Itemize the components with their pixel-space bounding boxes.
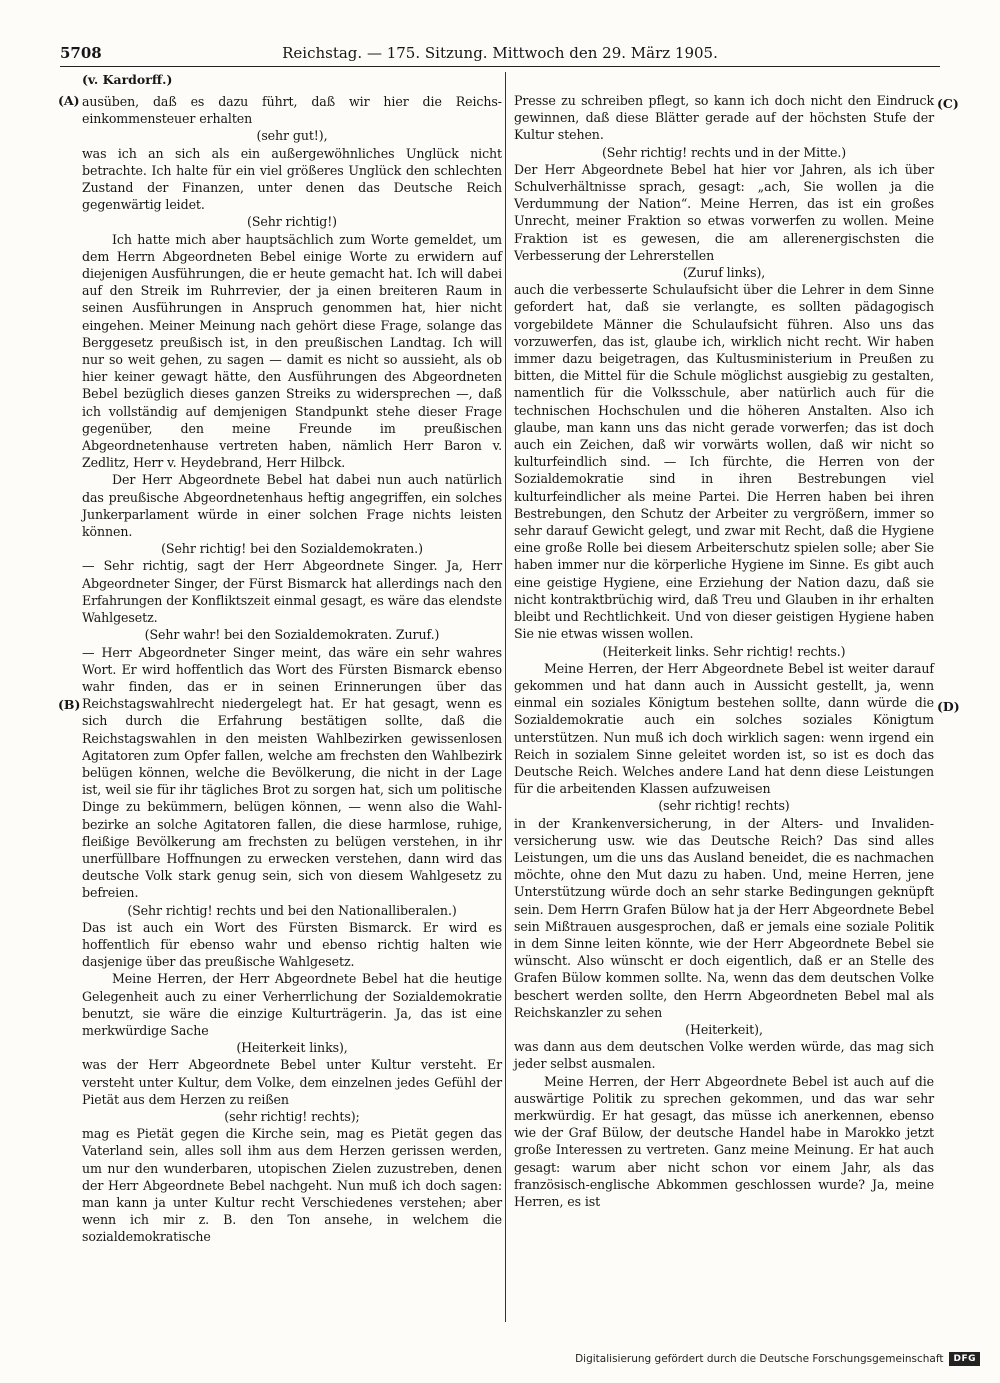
interjection: (Zuruf links),	[682, 265, 766, 281]
interjection: (Sehr richtig! bei den Sozialdemokraten.)	[161, 541, 423, 557]
margin-mark-c: (C)	[937, 96, 959, 111]
paragraph: Der Herr Abgeordnete Bebel hat dabei nun auch natürlich das preußische Abgeordnetenhaus heftig angegriffen, ein solches Junkerparlament würde in einer solchen Frage nichts leisten können.	[82, 472, 502, 540]
interjection: (sehr richtig! rechts)	[658, 798, 790, 814]
paragraph: Presse zu schreiben pflegt, so kann ich doch nicht den Eindruck gewinnen, daß diese Blätter gerade auf der höchsten Stufe der Kultur stehen.	[514, 93, 934, 143]
interjection: (Heiterkeit links. Sehr richtig! rechts.)	[602, 643, 846, 659]
paragraph: — Herr Abgeordneter Singer meint, das wäre ein sehr wahres Wort. Er wird hoffentlich das Wort des Fürsten Bismarck ebenso wahr finden, das er in seinen Erinnerungen über das Reichstagswahlrecht niedergelegt hat. Er hat gesagt, wenn es sich durch die Erfahrung bestätigen sollte, daß die Reichstagswahlen in den meisten Wahlbezirken gewissenlosen Agitatoren zum Opfer fallen, welche am frechsten den Wahlbezirk belügen können, welche die Bevölkerung, die nicht in der Lage ist, weil sie für ihr tägliches Brot zu sorgen hat, sich um politische Dinge zu bekümmern, belügen können, — wenn also die Wahlbezirke an solche Agitatoren fallen, die diese harmlose, ruhige, fleißige Bevölkerung am frechsten zu belügen verstehen, in ihr unerfüllbare Hoffnungen zu erwecken verstehen, dann wird das deutsche Volk stark genug sein, sich von diesem Wahlgesetz zu befreien.	[82, 644, 502, 901]
column-divider	[505, 72, 506, 1322]
margin-mark-b: (B)	[58, 697, 81, 712]
footer-credit: Digitalisierung gefördert durch die Deutsche Forschungsgemeinschaft	[575, 1353, 944, 1365]
paragraph: Der Herr Abgeordnete Bebel hat hier vor Jahren, als ich über Schulverhältnisse sprach, gesagt: „ach, Sie wollen ja die Verdummung der Nation“. Meine Herren, das ist ein großes Unrecht, meiner Fraktion so etwas vorwerfen zu wollen. Meine Fraktion ist es gewesen, die am allerenergischsten die Verbesserung der Lehrerstellen	[514, 161, 934, 263]
page-number: 5708	[60, 44, 102, 62]
paragraph: — Sehr richtig, sagt der Herr Abgeordnete Singer. Ja, Herr Abgeordneter Singer, der Fürst Bismarck hat allerdings nach den Erfahrungen der Konfliktszeit einmal gesagt, es wäre das elendste Wahlgesetz.	[82, 558, 502, 626]
header-title: Reichstag. — 175. Sitzung. Mittwoch den 29. März 1905.	[282, 44, 718, 62]
interjection: (sehr richtig! rechts);	[224, 1108, 360, 1124]
paragraph: mag es Pietät gegen die Kirche sein, mag es Pietät gegen das Vaterland sein, alles soll ihm aus dem Herzen gerissen werden, um nur den wunderbaren, utopischen Zielen zuzustreben, denen der Herr Abgeordnete Bebel nachgeht. Nun muß ich doch sagen: man kann ja unter Kultur recht Verschiedenes verstehen; aber wenn ich mir z. B. den Ton ansehe, in welchem die sozialdemokratische	[82, 1126, 502, 1245]
paragraph: Ich hatte mich aber hauptsächlich zum Worte gemeldet, um dem Herrn Abgeordneten Bebel einige Worte zu erwidern auf diejenigen Ausführungen, die er heute gemacht hat. Ich will dabei auf den Streik im Ruhrrevier, der ja einen breiteren Raum in seinen Ausführungen in Anspruch genommen hat, hier nicht eingehen. Meiner Meinung nach gehört diese Frage, solange das Berggesetz preußisch ist, in den preußischen Landtag. Ich will nur so weit gehen, zu sagen — damit es nicht so aussieht, als ob hier keiner gewagt hätte, den Ausführungen des Abgeordneten Bebel bezüglich dieses ganzen Streiks zu widersprechen —, daß ich vollständig auf demjenigen Standpunkt stehe dieser Frage gegenüber, den meine Freunde im preußischen Abgeordnetenhause vertreten haben, nämlich Herr Baron v. Zedlitz, Herr v. Heydebrand, Herr Hilbck.	[82, 231, 502, 471]
right-column	[514, 92, 934, 1210]
paragraph: Meine Herren, der Herr Abgeordnete Bebel ist auch auf die auswärtige Politik zu sprechen gekommen, und das war sehr merkwürdig. Er hat gesagt, das müsse ich anerkennen, ebenso wie der Graf Bülow, der deutsche Handel habe in Marokko jetzt große Interessen zu vertreten. Ganz meine Meinung. Er hat auch gesagt: warum aber nicht schon vor einem Jahr, als das französisch-englische Abkommen geschlossen wurde? Ja, meine Herren, es ist	[514, 1073, 934, 1209]
interjection: (Heiterkeit links),	[236, 1040, 348, 1056]
interjection: (Sehr wahr! bei den Sozialdemokraten. Zuruf.)	[144, 627, 440, 643]
interjection: (Sehr richtig! rechts und in der Mitte.)	[601, 144, 847, 160]
margin-mark-a: (A)	[58, 93, 80, 108]
paragraph: was dann aus dem deutschen Volke werden würde, das mag sich jeder selbst ausmalen.	[514, 1039, 934, 1072]
paragraph: Meine Herren, der Herr Abgeordnete Bebel hat die heutige Gelegenheit auch zu einer Verherrlichung der Sozialdemokratie benutzt, sie wäre die einzige Kulturträgerin. Ja, das ist eine merkwürdige Sache	[82, 971, 502, 1038]
left-column	[82, 93, 502, 1246]
running-header	[60, 44, 940, 67]
paragraph: ausüben, daß es dazu führt, daß wir hier die Reichseinkommensteuer erhalten	[82, 94, 502, 127]
interjection: (Sehr richtig! rechts und bei den Nationalliberalen.)	[127, 902, 457, 918]
paragraph: Das ist auch ein Wort des Fürsten Bismarck. Er wird es hoffentlich für ebenso wahr und ebenso richtig halten wie dasjenige über das preußische Wahlgesetz.	[82, 919, 502, 970]
paragraph: Meine Herren, der Herr Abgeordnete Bebel ist weiter darauf gekommen und hat dann auch in Aussicht gestellt, ja, wenn einmal ein soziales Königtum bestehen sollte, dann würde die Sozialdemokratie auch ein solches soziales Königtum unterstützen. Nun muß ich doch wirklich sagen: wenn irgend ein Reich in sozialem Sinne geleitet worden ist, so ist es doch das Deutsche Reich. Welches andere Land hat denn diese Leistungen für die arbeitenden Klassen aufzuweisen	[514, 660, 934, 797]
interjection: (Sehr richtig!)	[247, 214, 337, 230]
margin-mark-d: (D)	[937, 699, 960, 714]
footer	[575, 1352, 980, 1366]
speaker-name: (v. Kardorff.)	[82, 72, 173, 87]
paragraph: was der Herr Abgeordnete Bebel unter Kultur versteht. Er versteht unter Kultur, dem Volke, dem einzelnen jedes Gefühl der Pietät aus dem Herzen zu reißen	[82, 1057, 502, 1107]
interjection: (Heiterkeit),	[685, 1021, 763, 1037]
dfg-logo: DFG	[949, 1352, 980, 1366]
paragraph: auch die verbesserte Schulaufsicht über die Lehrer in dem Sinne gefordert hat, daß sie verlangte, es sollten pädagogisch vorgebildete Männer die Schulaufsicht führen. Also uns das vorzuwerfen, das ist, glaube ich, wirklich nicht recht. Wir haben immer dazu beigetragen, das Kultusministerium in Preußen zu bitten, die Mittel für die Schule möglichst ausgiebig zu gestalten, namentlich für die Volksschule, aber natürlich auch für die technischen Hochschulen und die höheren Anstalten. Also ich glaube, man kann uns das nicht gerade vorwerfen; das ist doch auch ein Zeichen, daß wir vorwärts wollen, daß wir nicht so kulturfeindlich sind. — Ich fürchte, die Herren von der Sozialdemokratie sind in ihren Bestrebungen viel kulturfeindlicher als meine Partei. Die Herren haben bei ihren Bestrebungen, den Schutz der Arbeiter zu vergrößern, immer so sehr darauf Gewicht gelegt, und zwar mit Recht, daß die Hygiene eine große Rolle bei diesem Arbeiterschutz spielen solle; aber Sie haben immer nur die körperliche Hygiene im Sinne. Es gibt auch eine geistige Hygiene, eine Erziehung der Nation dazu, daß sie nicht kontraktbrüchig wird, daß Treu und Glauben in ihr erhalten bleibt und Rechtlichkeit. Und von dieser geistigen Hygiene haben Sie nie etwas wissen wollen.	[514, 282, 934, 642]
paragraph: was ich an sich als ein außergewöhnliches Unglück nicht betrachte. Ich halte für ein viel größeres Unglück den schlechten Zustand der Finanzen, unter denen das Deutsche Reich gegenwärtig leidet.	[82, 145, 502, 213]
paragraph: in der Krankenversicherung, in der Alters- und Invalidenversicherung usw. wie das Deutsche Reich? Das sind alles Leistungen, um die uns das Ausland beneidet, die es nachmachen möchte, ohne den Mut dazu zu haben. Und, meine Herren, jene Unterstützung würde doch an sehr starke Bedingungen geknüpft sein. Dem Herrn Grafen Bülow hat ja der Herr Abgeordnete Bebel sein Mißtrauen ausgesprochen, daß er jemals eine soziale Politik in dem Sinne leiten könnte, wie der Herr Abgeordnete Bebel sie wünscht. Also wünscht er doch eigentlich, daß er an Stelle des Grafen Bülow kommen sollte. Na, wenn das dem deutschen Volke beschert werden sollte, den Herrn Abgeordneten Bebel mal als Reichskanzler zu sehen	[514, 815, 934, 1020]
interjection: (sehr gut!),	[256, 128, 328, 144]
